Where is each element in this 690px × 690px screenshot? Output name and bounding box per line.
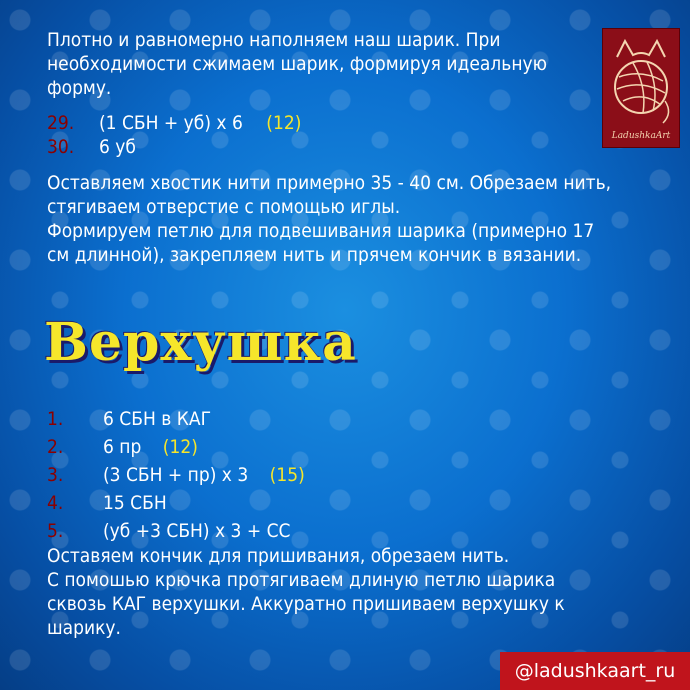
intro-line: Плотно и равномерно наполняем наш шарик. При bbox=[47, 29, 501, 51]
row-number: 3. bbox=[47, 464, 64, 486]
rows-bottom bbox=[47, 405, 305, 545]
row-number: 29. bbox=[47, 112, 75, 134]
intro-line: форму. bbox=[47, 77, 112, 99]
row-text: 15 СБН bbox=[103, 492, 167, 514]
middle-line: Оставляем хвостик нити примерно 35 - 40 см. Обрезаем нить, bbox=[47, 172, 612, 194]
outro-line: сквозь КАГ верхушки. Аккуратно пришиваем верхушку к bbox=[47, 593, 565, 615]
row-3 bbox=[47, 461, 305, 489]
row-30 bbox=[47, 135, 301, 159]
brand-name: LadushkaArt bbox=[611, 131, 671, 141]
row-text: 6 СБН в КАГ bbox=[103, 408, 212, 430]
middle-line: Формируем петлю для подвешивания шарика (примерно 17 bbox=[47, 220, 595, 242]
brand-logo bbox=[602, 28, 680, 148]
row-text: 6 пр bbox=[103, 436, 142, 458]
middle-paragraph bbox=[47, 171, 611, 267]
outro-paragraph bbox=[47, 544, 565, 640]
row-5 bbox=[47, 517, 305, 545]
row-number: 2. bbox=[47, 436, 64, 458]
instagram-handle-badge[interactable]: @ladushkaart_ru bbox=[500, 652, 690, 690]
middle-line: стягиваем отверстие с помощью иглы. bbox=[47, 196, 401, 218]
row-number: 4. bbox=[47, 492, 64, 514]
row-number: 5. bbox=[47, 520, 64, 542]
intro-line: необходимости сжимаем шарик, формируя идеальную bbox=[47, 53, 547, 75]
row-text: (1 СБН + уб) х 6 bbox=[99, 112, 243, 134]
outro-line: С помошью крючка протягиваем длиную петлю шарика bbox=[47, 569, 556, 591]
row-text: (уб +3 СБН) х 3 + СС bbox=[103, 520, 291, 542]
row-text: 6 уб bbox=[99, 136, 136, 158]
row-number: 1. bbox=[47, 408, 64, 430]
yarn-cat-icon bbox=[603, 29, 679, 129]
outro-line: Оставяем кончик для пришивания, обрезаем нить. bbox=[47, 545, 510, 567]
row-1 bbox=[47, 405, 305, 433]
row-number: 30. bbox=[47, 136, 75, 158]
rows-top bbox=[47, 111, 301, 159]
row-count: (15) bbox=[269, 464, 305, 486]
section-title: Верхушка bbox=[44, 312, 357, 373]
row-4 bbox=[47, 489, 305, 517]
row-text: (3 СБН + пр) х 3 bbox=[103, 464, 249, 486]
middle-line: см длинной), закрепляем нить и прячем кончик в вязании. bbox=[47, 244, 582, 266]
outro-line: шарику. bbox=[47, 617, 121, 639]
row-count: (12) bbox=[162, 436, 198, 458]
row-count: (12) bbox=[266, 112, 302, 134]
intro-paragraph bbox=[47, 28, 547, 100]
row-29 bbox=[47, 111, 301, 135]
row-2 bbox=[47, 433, 305, 461]
